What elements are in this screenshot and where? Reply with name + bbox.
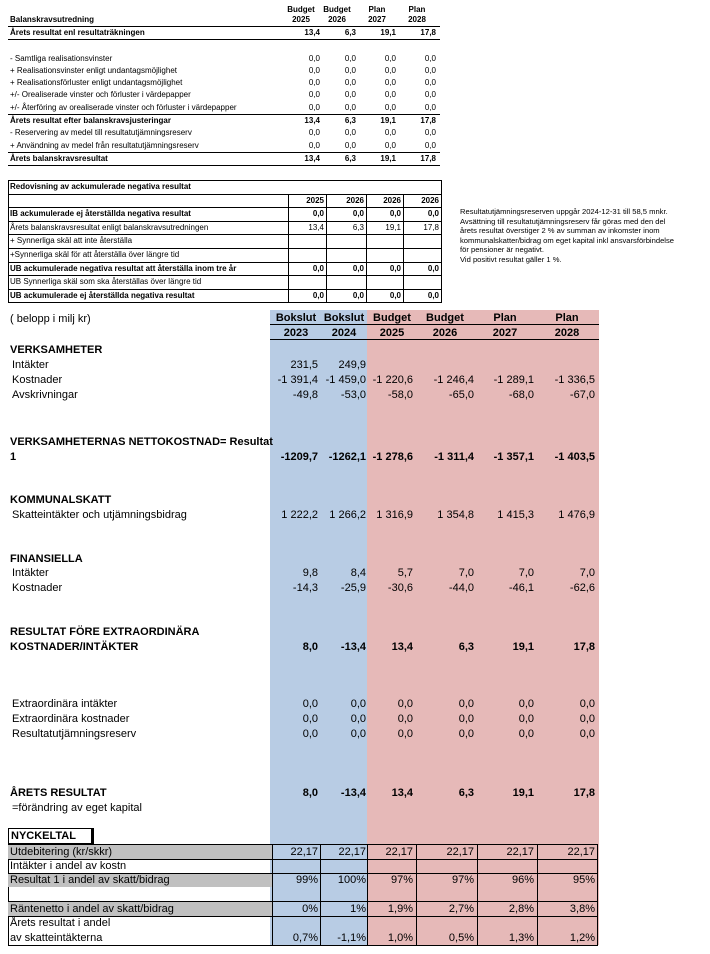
value-cell: 13,4 bbox=[304, 153, 320, 163]
value-cell: -13,4 bbox=[340, 641, 366, 653]
section-title: VERKSAMHETER bbox=[10, 344, 103, 356]
row-label: UB ackumulerade negativa resultat att återställa inom tre år bbox=[10, 263, 237, 273]
row-label: Skatteintäkter och utjämningsbidrag bbox=[12, 509, 187, 521]
row-label: =förändring av eget kapital bbox=[12, 802, 142, 814]
redovisning-row bbox=[9, 235, 441, 249]
value-cell: -1 336,5 bbox=[554, 374, 595, 386]
column-year: 2028 bbox=[554, 327, 580, 339]
value-cell: 7,0 bbox=[458, 567, 474, 579]
value-cell: -65,0 bbox=[448, 389, 474, 401]
row-label: Kostnader bbox=[12, 582, 63, 594]
value-cell: -58,0 bbox=[387, 389, 413, 401]
section-title-line2: 1 bbox=[10, 451, 17, 463]
value-cell: -1209,7 bbox=[280, 451, 318, 463]
balanskrav-row bbox=[8, 102, 440, 114]
value-cell: 0,0 bbox=[350, 713, 366, 725]
row-label: av skatteintäkterna bbox=[10, 932, 103, 944]
value-cell: 17,8 bbox=[573, 641, 595, 653]
value-cell: 22,17 bbox=[385, 846, 413, 858]
value-cell bbox=[403, 276, 441, 289]
balanskrav-table bbox=[8, 4, 440, 166]
value-cell: -1262,1 bbox=[328, 451, 366, 463]
value-cell: 0,0 bbox=[350, 728, 366, 740]
column-divider bbox=[416, 844, 417, 946]
value-cell: 1 415,3 bbox=[497, 509, 534, 521]
redovisning-title: Redovisning av ackumulerade negativa resultat bbox=[10, 182, 191, 191]
nyckeltal-title: NYCKELTAL bbox=[8, 828, 94, 844]
row-label: Extraordinära intäkter bbox=[12, 698, 118, 710]
value-cell: 17,8 bbox=[573, 787, 595, 799]
value-cell: 22,17 bbox=[567, 846, 595, 858]
value-cell: 0,0 bbox=[344, 53, 356, 63]
value-cell: 1 222,2 bbox=[281, 509, 318, 521]
header-cell: 2025 bbox=[288, 195, 326, 208]
header-cell: 2026 bbox=[366, 195, 403, 208]
note-line: kommunalskatter/bidrag om eget kapital inkl ansvarsförbindelse bbox=[460, 235, 674, 245]
note-line: Avsättning till resultatutjämningsreserv får göras med den del bbox=[460, 216, 666, 226]
column-year: 2024 bbox=[331, 327, 357, 339]
value-cell: 0,0 bbox=[384, 78, 396, 88]
note-line: Vid positivt resultat gäller 1 %. bbox=[460, 254, 562, 264]
value-cell: 22,17 bbox=[290, 846, 318, 858]
header-cell: Budget 2025 bbox=[287, 5, 315, 24]
header-cell: 2026 bbox=[403, 195, 441, 208]
value-cell: 0,0 bbox=[518, 728, 534, 740]
value-cell: 0,0 bbox=[344, 140, 356, 150]
row-label: Resultat 1 i andel av skatt/bidrag bbox=[10, 874, 170, 886]
value-cell: 99% bbox=[295, 874, 318, 886]
value-cell: 0,0 bbox=[326, 208, 366, 221]
balanskrav-header bbox=[8, 4, 440, 27]
balanskrav-row bbox=[8, 127, 440, 139]
value-cell bbox=[403, 249, 441, 262]
value-cell: 0,0 bbox=[424, 102, 436, 112]
row-label: UB ackumulerade ej återställda negativa resultat bbox=[10, 290, 195, 300]
value-cell: 0,0 bbox=[344, 128, 356, 138]
column-divider bbox=[477, 844, 478, 946]
value-cell: 0,7% bbox=[292, 932, 318, 944]
value-cell: 19,1 bbox=[380, 28, 396, 37]
value-cell: 1% bbox=[350, 903, 366, 915]
column-divider bbox=[320, 844, 321, 946]
value-cell: 0,0 bbox=[302, 713, 318, 725]
value-cell: 249,9 bbox=[338, 359, 366, 371]
balanskrav-row bbox=[8, 53, 440, 65]
value-cell bbox=[403, 235, 441, 248]
value-cell: -1 289,1 bbox=[493, 374, 534, 386]
redovisning-title-row bbox=[9, 181, 441, 195]
value-cell: 17,8 bbox=[403, 222, 441, 235]
balanskrav-row bbox=[8, 65, 440, 77]
row-label: Intäkter bbox=[12, 359, 49, 371]
row-divider bbox=[8, 901, 598, 902]
section-title: KOMMUNALSKATT bbox=[10, 494, 112, 506]
header-divider bbox=[270, 324, 599, 325]
value-cell: 96% bbox=[511, 874, 534, 886]
value-cell bbox=[366, 276, 403, 289]
value-cell: 0,0 bbox=[344, 90, 356, 100]
value-cell bbox=[288, 235, 326, 248]
row-label: +Synnerliga skäl för att återställa över längre tid bbox=[10, 249, 180, 259]
row-divider bbox=[8, 859, 598, 860]
value-cell: 5,7 bbox=[397, 567, 413, 579]
redovisning-row bbox=[9, 208, 441, 222]
row-divider bbox=[8, 916, 598, 917]
reserve-note bbox=[460, 207, 710, 265]
value-cell: 8,4 bbox=[350, 567, 366, 579]
column-year: 2025 bbox=[379, 327, 405, 339]
row-label: IB ackumulerade ej återställda negativa resultat bbox=[10, 209, 191, 219]
balanskrav-row bbox=[8, 89, 440, 101]
value-cell bbox=[326, 235, 366, 248]
value-cell: 9,8 bbox=[302, 567, 318, 579]
note-line: årets resultat överstiger 2 % av summan av inkomster inom bbox=[460, 226, 660, 236]
column-year: 2023 bbox=[283, 327, 309, 339]
value-cell: 7,0 bbox=[579, 567, 595, 579]
value-cell: -1 278,6 bbox=[372, 451, 413, 463]
header-cell: Plan 2027 bbox=[368, 5, 386, 24]
note-line: Resultatutjämningsreserven uppgår 2024-12-31 till 58,5 mnkr. bbox=[460, 207, 668, 216]
value-cell: 0% bbox=[302, 903, 318, 915]
value-cell: -62,6 bbox=[569, 582, 595, 594]
value-cell: 17,8 bbox=[420, 28, 436, 37]
value-cell: 0,0 bbox=[344, 78, 356, 88]
value-cell: 1,3% bbox=[508, 932, 534, 944]
value-cell: 6,3 bbox=[344, 28, 356, 37]
balanskrav-row bbox=[8, 77, 440, 89]
value-cell: 6,3 bbox=[458, 641, 474, 653]
value-cell: -1 403,5 bbox=[554, 451, 595, 463]
value-cell: 3,8% bbox=[569, 903, 595, 915]
section-title: FINANSIELLA bbox=[10, 553, 83, 565]
value-cell: -53,0 bbox=[340, 389, 366, 401]
value-cell: -1,1% bbox=[337, 932, 366, 944]
header-cell: Budget 2026 bbox=[323, 5, 351, 24]
value-cell: -1 311,4 bbox=[434, 451, 474, 463]
balanskrav-row bbox=[8, 40, 440, 52]
section-title-line2: KOSTNADER/INTÄKTER bbox=[10, 641, 139, 653]
value-cell: 13,4 bbox=[391, 641, 413, 653]
row-label: Kostnader bbox=[12, 374, 63, 386]
value-cell: 0,0 bbox=[579, 713, 595, 725]
value-cell: 0,0 bbox=[326, 263, 366, 276]
row-label: - Reservering av medel till resultatutjämningsreserv bbox=[10, 128, 192, 138]
section-title: VERKSAMHETERNAS NETTOKOSTNAD= Resultat bbox=[10, 436, 273, 448]
row-label: Årets balanskravsresultat bbox=[10, 153, 108, 163]
value-cell: 0,0 bbox=[458, 698, 474, 710]
value-cell: 6,3 bbox=[326, 222, 366, 235]
value-cell: 0,0 bbox=[458, 728, 474, 740]
value-cell: -1 459,0 bbox=[325, 374, 366, 386]
value-cell: 0,0 bbox=[424, 53, 436, 63]
value-cell: 0,0 bbox=[397, 698, 413, 710]
value-cell: 0,0 bbox=[288, 263, 326, 276]
value-cell: 0,0 bbox=[403, 263, 441, 276]
value-cell: 6,3 bbox=[344, 153, 356, 163]
row-label: - Samtliga realisationsvinster bbox=[10, 53, 113, 63]
row-label: Utdebitering (kr/skkr) bbox=[10, 846, 113, 858]
row-label: + Realisationsförluster enligt undantagsmöjlighet bbox=[10, 78, 183, 88]
value-cell bbox=[366, 249, 403, 262]
balanskrav-row bbox=[8, 27, 440, 40]
value-cell bbox=[326, 249, 366, 262]
row-label: +/- Återföring av orealiserade vinster och förluster i värdepapper bbox=[10, 102, 237, 112]
value-cell bbox=[366, 235, 403, 248]
value-cell: 0,0 bbox=[384, 65, 396, 75]
value-cell bbox=[326, 276, 366, 289]
value-cell: 0,0 bbox=[308, 65, 320, 75]
value-cell: 0,0 bbox=[308, 53, 320, 63]
column-divider bbox=[367, 844, 368, 946]
value-cell: 0,0 bbox=[288, 290, 326, 303]
value-cell: 0,0 bbox=[384, 128, 396, 138]
value-cell: 0,0 bbox=[424, 65, 436, 75]
value-cell: -25,9 bbox=[340, 582, 366, 594]
value-cell: -14,3 bbox=[292, 582, 318, 594]
value-cell: 13,4 bbox=[304, 116, 320, 126]
value-cell: 0,0 bbox=[308, 78, 320, 88]
value-cell: -68,0 bbox=[508, 389, 534, 401]
value-cell: 231,5 bbox=[290, 359, 318, 371]
redovisning-row bbox=[9, 263, 441, 277]
value-cell: 0,0 bbox=[424, 78, 436, 88]
value-cell: 0,0 bbox=[458, 713, 474, 725]
column-year: 2026 bbox=[432, 327, 458, 339]
value-cell: 0,0 bbox=[366, 208, 403, 221]
value-cell: 0,0 bbox=[397, 728, 413, 740]
value-cell: 0,0 bbox=[579, 728, 595, 740]
redovisning-row bbox=[9, 222, 441, 236]
value-cell: 22,17 bbox=[338, 846, 366, 858]
value-cell: 1 476,9 bbox=[558, 509, 595, 521]
value-cell: 1 266,2 bbox=[329, 509, 366, 521]
value-cell: 0,0 bbox=[350, 698, 366, 710]
value-cell: 0,0 bbox=[366, 290, 403, 303]
header-divider bbox=[270, 339, 599, 340]
value-cell: 0,0 bbox=[344, 102, 356, 112]
value-cell: 0,0 bbox=[302, 728, 318, 740]
row-label: Extraordinära kostnader bbox=[12, 713, 130, 725]
column-header: Plan bbox=[493, 312, 517, 324]
row-label: + Realisationsvinster enligt undantagsmöjlighet bbox=[10, 65, 177, 75]
value-cell: 8,0 bbox=[302, 641, 318, 653]
value-cell: 100% bbox=[337, 874, 366, 886]
value-cell: 0,0 bbox=[302, 698, 318, 710]
redovisning-row bbox=[9, 290, 441, 303]
value-cell: 1,9% bbox=[387, 903, 413, 915]
value-cell: 0,0 bbox=[384, 140, 396, 150]
row-label: Årets resultat efter balanskravsjusteringar bbox=[10, 116, 171, 126]
value-cell: -49,8 bbox=[292, 389, 318, 401]
row-label: +/- Orealiserade vinster och förluster i värdepapper bbox=[10, 90, 191, 100]
value-cell bbox=[288, 249, 326, 262]
column-header: Bokslut bbox=[323, 312, 365, 324]
redovisning-row bbox=[9, 276, 441, 290]
value-cell: 95% bbox=[572, 874, 595, 886]
value-cell: 0,0 bbox=[308, 128, 320, 138]
row-label: Intäkter i andel av kostn bbox=[10, 860, 127, 872]
header-cell: 2026 bbox=[326, 195, 366, 208]
unit-label: ( belopp i milj kr) bbox=[10, 313, 91, 325]
redovisning-table bbox=[8, 180, 442, 303]
value-cell: -30,6 bbox=[387, 582, 413, 594]
value-cell: 6,3 bbox=[344, 116, 356, 126]
value-cell: 19,1 bbox=[366, 222, 403, 235]
column-header: Bokslut bbox=[275, 312, 317, 324]
value-cell: 13,4 bbox=[304, 28, 320, 37]
value-cell: 0,0 bbox=[403, 290, 441, 303]
value-cell: 1,0% bbox=[387, 932, 413, 944]
value-cell: 2,8% bbox=[508, 903, 534, 915]
value-cell: 0,0 bbox=[384, 102, 396, 112]
section-title: ÅRETS RESULTAT bbox=[10, 787, 107, 799]
value-cell: 0,0 bbox=[384, 90, 396, 100]
value-cell: 0,0 bbox=[397, 713, 413, 725]
value-cell: 19,1 bbox=[380, 116, 396, 126]
value-cell: -46,1 bbox=[508, 582, 534, 594]
value-cell: 0,0 bbox=[518, 698, 534, 710]
redovisning-row bbox=[9, 249, 441, 263]
value-cell: 0,0 bbox=[424, 90, 436, 100]
value-cell: 19,1 bbox=[380, 153, 396, 163]
column-year: 2027 bbox=[492, 327, 518, 339]
row-label: Intäkter bbox=[12, 567, 49, 579]
redovisning-header-row bbox=[9, 195, 441, 209]
row-label: + Användning av medel från resultatutjämningsreserv bbox=[10, 140, 199, 150]
row-label: Årets resultat i andel bbox=[10, 917, 111, 929]
section-title: RESULTAT FÖRE EXTRAORDINÄRA bbox=[10, 626, 200, 638]
value-cell: 17,8 bbox=[420, 153, 436, 163]
balanskrav-row bbox=[8, 152, 440, 166]
column-divider bbox=[537, 844, 538, 946]
value-cell: 22,17 bbox=[506, 846, 534, 858]
row-label: Årets balanskravsresultat enligt balanskravsutredningen bbox=[10, 222, 209, 232]
value-cell: 13,4 bbox=[391, 787, 413, 799]
row-label: Räntenetto i andel av skatt/bidrag bbox=[10, 903, 174, 915]
value-cell: 0,0 bbox=[518, 713, 534, 725]
column-header: Plan bbox=[555, 312, 579, 324]
value-cell: -67,0 bbox=[569, 389, 595, 401]
header-cell: Plan 2028 bbox=[408, 5, 426, 24]
value-cell: 1 316,9 bbox=[376, 509, 413, 521]
value-cell: 0,0 bbox=[366, 263, 403, 276]
value-cell: 0,0 bbox=[424, 128, 436, 138]
value-cell: 7,0 bbox=[518, 567, 534, 579]
value-cell: 19,1 bbox=[512, 787, 534, 799]
column-divider bbox=[272, 844, 273, 946]
column-header: Budget bbox=[373, 312, 411, 324]
value-cell: 17,8 bbox=[420, 116, 436, 126]
value-cell: -13,4 bbox=[340, 787, 366, 799]
value-cell: 6,3 bbox=[458, 787, 474, 799]
note-line: för pensioner är negativt. bbox=[460, 245, 545, 255]
row-label: Avskrivningar bbox=[12, 389, 78, 401]
value-cell: -1 357,1 bbox=[493, 451, 534, 463]
value-cell: 19,1 bbox=[512, 641, 534, 653]
balanskrav-row bbox=[8, 140, 440, 152]
value-cell: 0,0 bbox=[326, 290, 366, 303]
value-cell: 0,0 bbox=[579, 698, 595, 710]
row-label: Årets resultat enl resultaträkningen bbox=[10, 28, 145, 37]
value-cell: 0,0 bbox=[344, 65, 356, 75]
row-label: + Synnerliga skäl att inte återställa bbox=[10, 236, 133, 246]
value-cell: 2,7% bbox=[448, 903, 474, 915]
value-cell: 0,0 bbox=[288, 208, 326, 221]
balanskrav-row bbox=[8, 114, 440, 127]
value-cell: 0,0 bbox=[403, 208, 441, 221]
value-cell: 0,5% bbox=[448, 932, 474, 944]
value-cell: 0,0 bbox=[424, 140, 436, 150]
value-cell: -1 391,4 bbox=[277, 374, 318, 386]
row-label: UB Synnerliga skäl som ska återställas över längre tid bbox=[10, 277, 202, 287]
row-label: Resultatutjämningsreserv bbox=[12, 728, 137, 740]
column-header: Budget bbox=[426, 312, 464, 324]
value-cell bbox=[288, 276, 326, 289]
balanskrav-title: Balanskravsutredning bbox=[10, 15, 95, 24]
value-cell: 13,4 bbox=[288, 222, 326, 235]
value-cell: 97% bbox=[390, 874, 413, 886]
value-cell: -1 246,4 bbox=[433, 374, 474, 386]
value-cell: -1 220,6 bbox=[372, 374, 413, 386]
value-cell: 8,0 bbox=[302, 787, 318, 799]
value-cell: 97% bbox=[451, 874, 474, 886]
value-cell: 0,0 bbox=[308, 90, 320, 100]
value-cell: 1 354,8 bbox=[437, 509, 474, 521]
value-cell: 0,0 bbox=[308, 140, 320, 150]
value-cell: 0,0 bbox=[308, 102, 320, 112]
value-cell: -44,0 bbox=[448, 582, 474, 594]
row-divider bbox=[8, 873, 598, 874]
value-cell: 1,2% bbox=[569, 932, 595, 944]
value-cell: 0,0 bbox=[384, 53, 396, 63]
value-cell: 22,17 bbox=[446, 846, 474, 858]
